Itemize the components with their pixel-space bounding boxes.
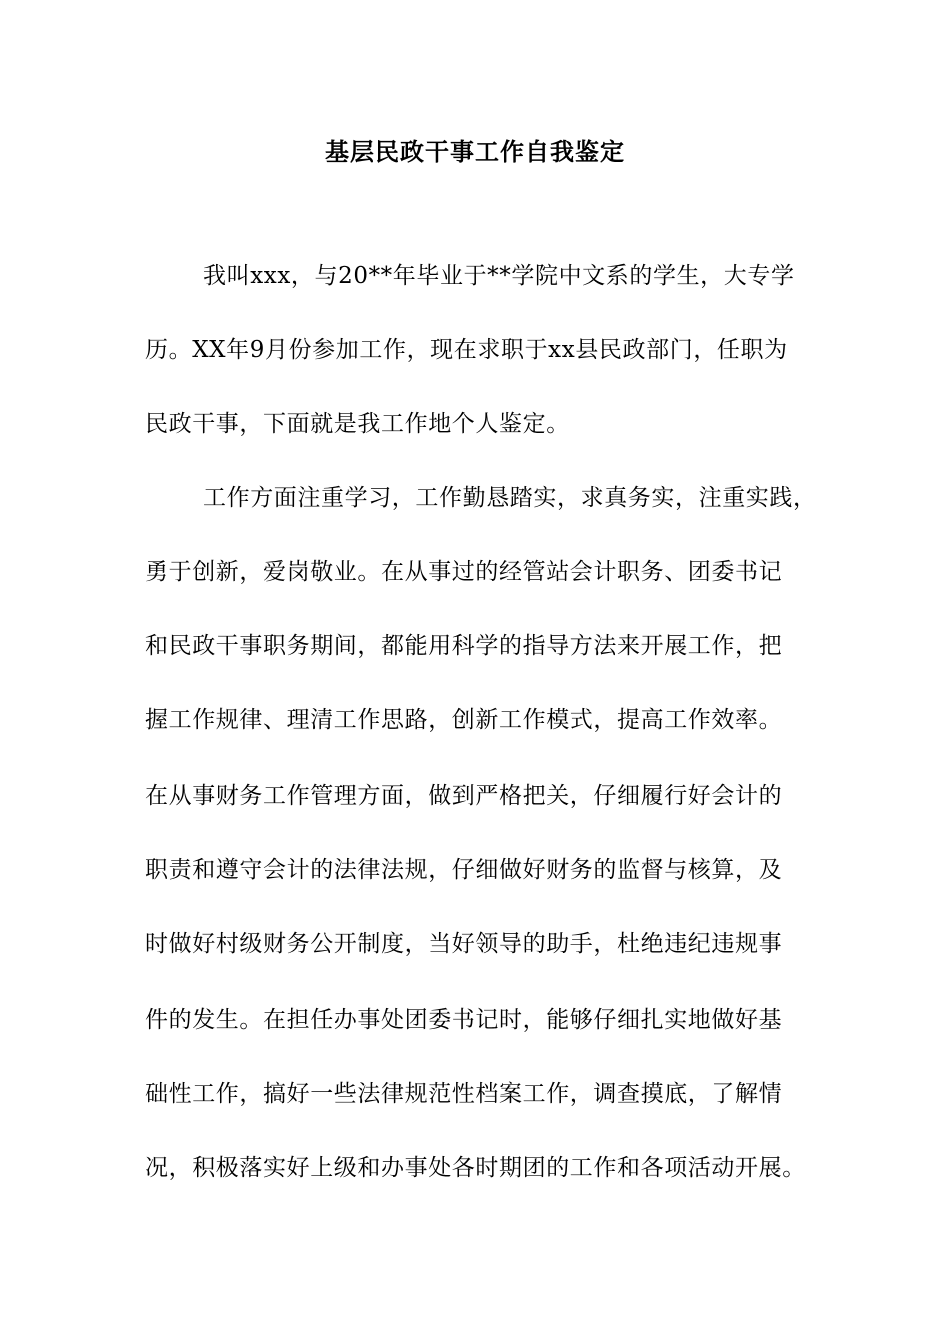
document-title: 基层民政干事工作自我鉴定	[325, 137, 625, 166]
paragraph-2-line-8: 件的发生。在担任办事处团委书记时，能够仔细扎实地做好基	[145, 1007, 783, 1033]
paragraph-2-line-9: 础性工作，搞好一些法律规范性档案工作，调查摸底，了解情	[145, 1081, 783, 1107]
paragraph-2-line-4: 握工作规律、理清工作思路，创新工作模式，提高工作效率。	[145, 707, 783, 733]
paragraph-2-line-5: 在从事财务工作管理方面，做到严格把关，仔细履行好会计的	[145, 783, 783, 809]
paragraph-2-line-6: 职责和遵守会计的法律法规，仔细做好财务的监督与核算，及	[145, 857, 783, 883]
paragraph-1-line-1: 我叫xxx，与20**年毕业于**学院中文系的学生，大专学	[203, 263, 795, 289]
paragraph-1-line-2: 历。XX年9月份参加工作，现在求职于xx县民政部门，任职为	[145, 337, 788, 363]
paragraph-1-line-3: 民政干事，下面就是我工作地个人鉴定。	[145, 411, 570, 437]
paragraph-2-line-1: 工作方面注重学习，工作勤恳踏实，求真务实，注重实践，	[203, 485, 817, 511]
paragraph-2-line-10: 况，积极落实好上级和办事处各时期团的工作和各项活动开展。	[145, 1155, 806, 1181]
paragraph-2-line-2: 勇于创新，爱岗敬业。在从事过的经管站会计职务、团委书记	[145, 559, 783, 585]
paragraph-2-line-3: 和民政干事职务期间，都能用科学的指导方法来开展工作，把	[145, 633, 783, 659]
paragraph-2-line-7: 时做好村级财务公开制度，当好领导的助手，杜绝违纪违规事	[145, 931, 783, 957]
